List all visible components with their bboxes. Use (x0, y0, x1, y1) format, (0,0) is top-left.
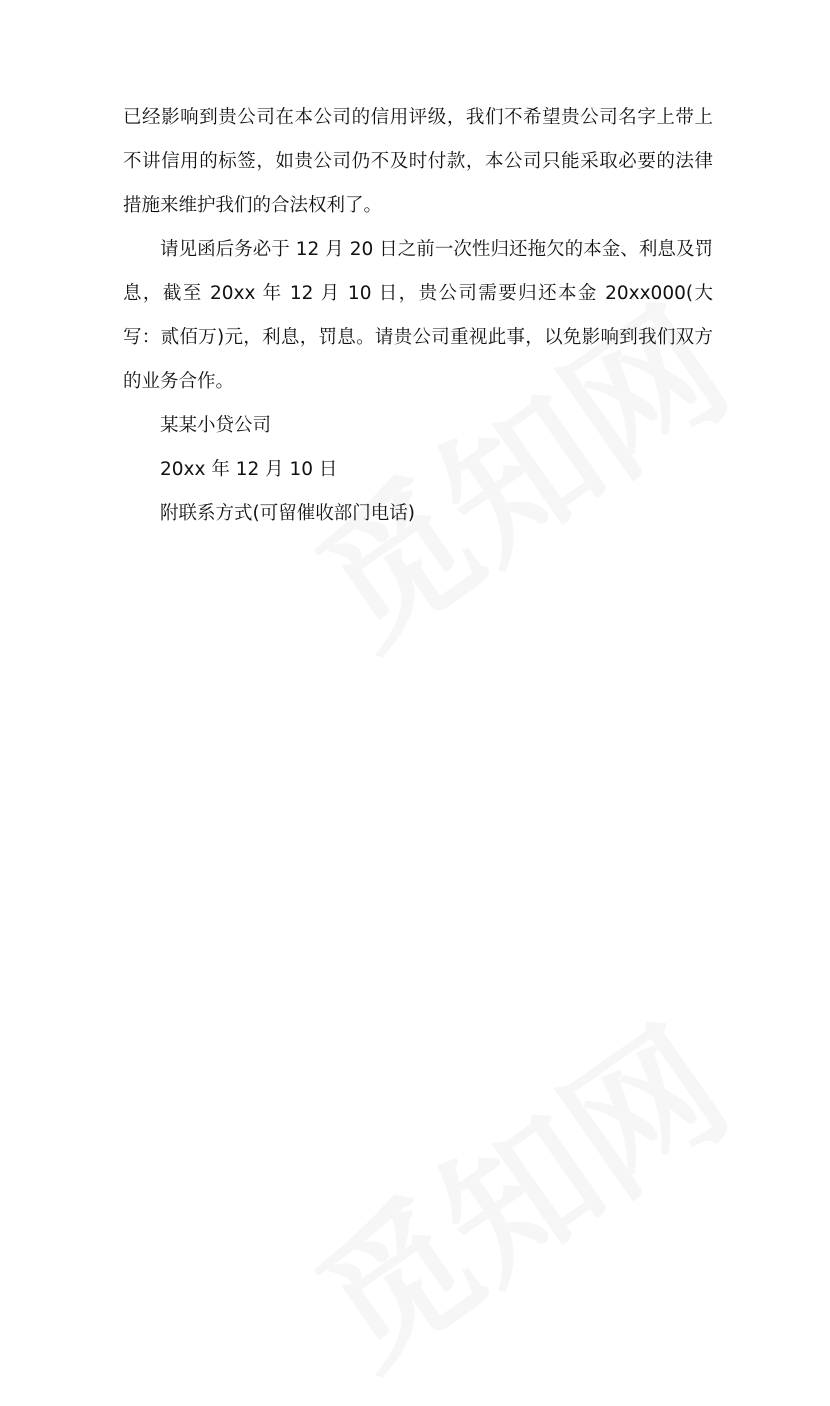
paragraph-credit-warning: 已经影响到贵公司在本公司的信用评级，我们不希望贵公司名字上带上不讲信用的标签，如贵公司仍不及时付款，本公司只能采取必要的法律措施来维护我们的合法权利了。 (123, 107, 713, 216)
signature-date: 20xx 年 12 月 10 日 (160, 459, 338, 480)
paragraph-repayment-request: 请见函后务必于 12 月 20 日之前一次性归还拖欠的本金、利息及罚息，截至 20xx 年 12 月 10 日，贵公司需要归还本金 20xx000(大写：贰佰万)元，利息，罚息。请贵公司重视此事，以免影响到我们双方的业务合作。 (123, 239, 713, 392)
contact-note: 附联系方式(可留催收部门电话) (160, 503, 415, 524)
watermark-lower (269, 970, 762, 1405)
letter-body (123, 96, 713, 536)
signature-company: 某某小贷公司 (160, 415, 272, 436)
